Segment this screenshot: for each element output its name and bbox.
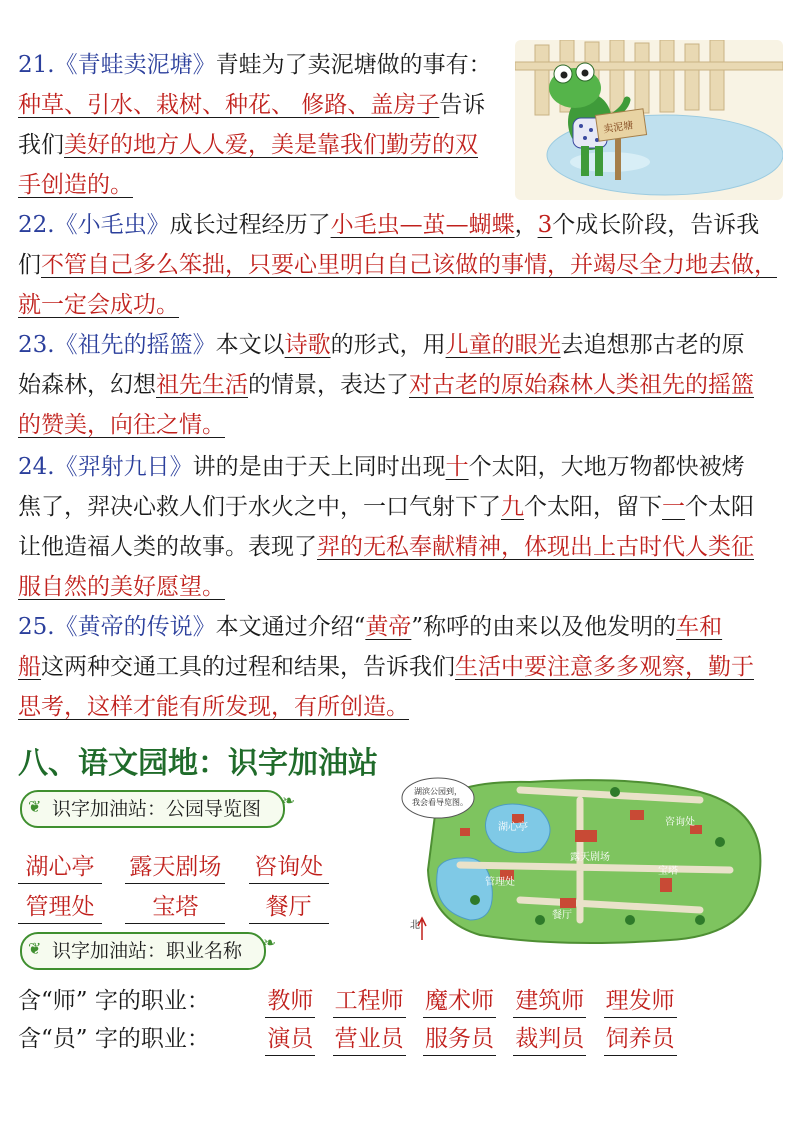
park-word: 餐厅 [249,888,329,924]
leaf-icon: ❧ [281,791,296,810]
answer-text: 祖先生活 [156,372,248,398]
park-words-row-2 [18,888,329,924]
body-text: 的形式，用 [330,332,446,358]
body-text: 去追想那古老的原 [560,332,745,358]
park-word: 湖心亭 [18,848,102,884]
item-number: 22. [18,212,55,238]
occupation-word: 饲养员 [604,1020,677,1056]
body-text: 们 [18,252,41,278]
answer-text: 对古老的原始森林人类祖先的摇篮 [409,372,754,398]
body-text: ， [514,212,538,238]
frog-illustration [515,40,783,200]
answer-text: 思考，这样才能有所发现，有所创造。 [18,694,409,720]
body-text: 让他造福人类的故事。表现了 [18,534,317,560]
note-25-line [18,692,409,722]
occupation-word: 裁判员 [513,1020,586,1056]
body-text: 告诉 [439,92,486,118]
map-label: 湖心亭 [498,822,528,833]
item-number: 23. [18,332,55,358]
body-text: 讲的是由于天上同时出现 [192,454,446,480]
answer-text: 黄帝 [365,614,412,640]
occupation-word: 服务员 [423,1020,496,1056]
item-number: 24. [18,454,55,480]
note-23-line [18,370,754,400]
occupation-row-teacher [18,982,687,1018]
map-bubble-line-2: 我会看导览图。 [412,798,468,807]
occupation-word: 营业员 [333,1020,406,1056]
note-25-line [18,612,722,642]
body-text: 始森林，幻想 [18,372,156,398]
note-24-line [18,572,225,602]
lesson-title: 《黄帝的传说》 [54,614,216,640]
body-text: 我们 [18,132,64,158]
answer-text: 生活中要注意多多观察，勤于 [455,654,754,680]
answer-text: 一 [662,494,685,520]
occupation-word: 魔术师 [423,982,496,1018]
frog-sign-text: 卖泥塘 [602,120,634,136]
map-label: 咨询处 [665,817,695,828]
note-24-line [18,532,754,562]
body-text: 这两种交通工具的过程和结果，告诉我们 [41,654,455,680]
note-22-line [18,290,179,320]
lesson-title: 《青蛙卖泥塘》 [54,52,216,78]
answer-text: 小毛虫—茧—蝴蝶 [330,212,515,238]
note-21-line [18,90,485,120]
body-text: 焦了，羿决心救人们于水火之中，一口气射下了 [18,494,501,520]
banner-occupations-label: 识字加油站：职业名称 [52,940,243,962]
body-text: 个太阳，大地万物都快被烤 [468,454,745,480]
occupation-word: 演员 [265,1020,315,1056]
body-text: 本文以 [215,332,285,358]
body-text: 本文通过介绍“ [215,614,366,640]
answer-text: 的赞美，向往之情。 [18,412,225,438]
body-text: ”称呼的由来以及他发明的 [411,614,677,640]
note-22-line [18,250,777,280]
answer-text: 儿童的眼光 [445,332,561,358]
occupation-label: 含“员” 字的职业： [18,1026,210,1052]
body-text: 成长过程经历了 [169,212,331,238]
note-21-line [18,130,478,160]
note-25-line [18,652,754,682]
leaf-icon: ❧ [262,933,277,952]
banner-park-map [20,790,296,828]
map-bubble-line-1: 湖滨公园到， [414,787,462,796]
park-word: 露天剧场 [125,848,225,884]
map-label: 餐厅 [552,910,572,921]
section-title: 八、语文园地：识字加油站 [18,746,378,781]
occupation-word: 理发师 [604,982,677,1018]
answer-text: 船 [18,654,41,680]
body-text: 个太阳，留下 [524,494,662,520]
body-text: 个成长阶段，告诉我 [552,212,760,238]
answer-text: 诗歌 [284,332,331,358]
body-text: 青蛙为了卖泥塘做的事有： [215,52,492,78]
park-words-row-1 [18,848,329,884]
answer-text: 种草、引水、栽树、种花、 修路、盖房子 [18,92,440,118]
lesson-title: 《小毛虫》 [54,212,170,238]
leaf-icon: ❦ [28,797,42,816]
note-23-line [18,330,745,360]
note-21-line [18,170,133,200]
answer-text: 车和 [676,614,723,640]
north-label: 北 [410,920,420,931]
item-number: 21. [18,52,55,78]
answer-text: 服自然的美好愿望。 [18,574,225,600]
park-word: 宝塔 [125,888,225,924]
map-label: 露天剧场 [570,852,610,863]
answer-text: 九 [501,494,524,520]
answer-text: 羿的无私奉献精神，体现出上古时代人类征 [317,534,754,560]
item-number: 25. [18,614,55,640]
body-text: 的情景，表达了 [248,372,409,398]
occupation-word: 教师 [265,982,315,1018]
banner-occupations [20,932,277,970]
answer-text: 3 [537,212,553,238]
note-24-line [18,492,754,522]
answer-text: 就一定会成功。 [18,292,179,318]
answer-text: 十 [445,454,469,480]
note-21-line [18,50,492,80]
body-text: 个太阳 [685,494,754,520]
banner-park-map-label: 识字加油站：公园导览图 [52,798,262,820]
lesson-title: 《羿射九日》 [54,454,193,480]
note-23-line [18,410,225,440]
occupation-label: 含“师” 字的职业： [18,988,210,1014]
park-map [400,770,785,950]
park-word: 咨询处 [249,848,329,884]
park-word: 管理处 [18,888,102,924]
occupation-word: 建筑师 [513,982,586,1018]
occupation-word: 工程师 [333,982,406,1018]
map-label: 管理处 [485,877,515,888]
leaf-icon: ❦ [28,939,42,958]
answer-text: 美好的地方人人爱，美是靠我们勤劳的双 [64,132,478,158]
occupation-row-staff [18,1020,687,1056]
map-label: 宝塔 [658,866,678,877]
lesson-title: 《祖先的摇篮》 [54,332,216,358]
answer-text: 不管自己多么笨拙，只要心里明白自己该做的事情，并竭尽全力地去做， [41,252,777,278]
answer-text: 手创造的。 [18,172,133,198]
note-24-line [18,452,745,482]
note-22-line [18,210,759,240]
